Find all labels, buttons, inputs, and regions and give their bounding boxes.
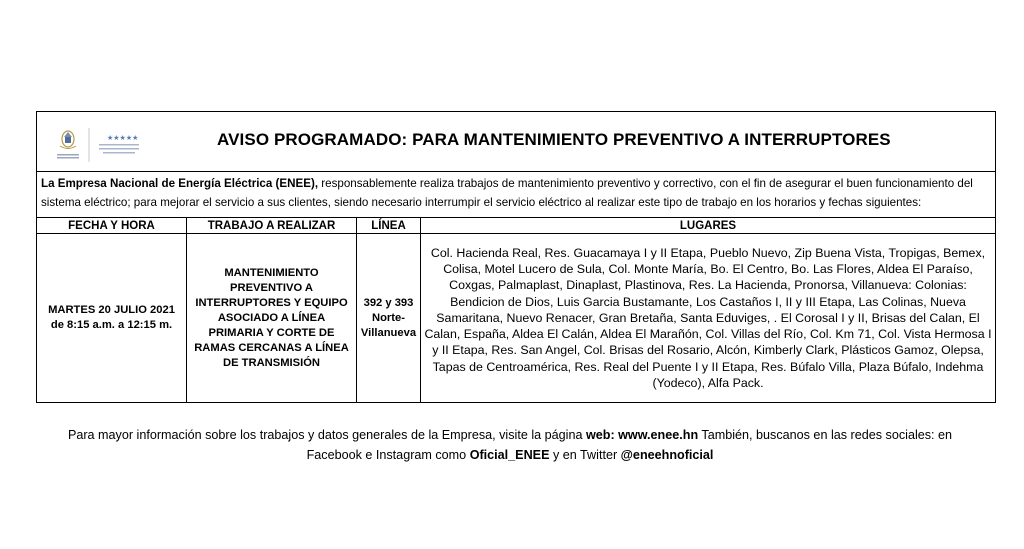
- cell-trabajo: MANTENIMIENTO PREVENTIVO A INTERRUPTORES Y EQUIPO ASOCIADO A LÍNEA PRIMARIA Y CORTE DE RAMAS CERCANAS A LÍNEA DE TRANSMISIÓN: [187, 234, 357, 403]
- linea-name: Norte-Villanueva: [360, 311, 417, 339]
- header-fecha: FECHA Y HORA: [37, 218, 187, 234]
- cell-fecha: [37, 234, 187, 403]
- website-link[interactable]: web: www.enee.hn: [585, 428, 699, 442]
- header-linea: LÍNEA: [357, 218, 421, 234]
- government-seal-icon: [99, 134, 139, 154]
- notice-header: [36, 111, 996, 171]
- header-trabajo: TRABAJO A REALIZAR: [187, 218, 357, 234]
- linea-numbers: 392 y 393: [363, 296, 414, 309]
- table-header-row: [37, 218, 996, 234]
- company-name: La Empresa Nacional de Energía Eléctrica (ENEE),: [41, 177, 319, 190]
- notice-title: AVISO PROGRAMADO: PARA MANTENIMIENTO PREVENTIVO A INTERRUPTORES: [217, 130, 891, 149]
- footer-text-1: Para mayor información sobre los trabajos y datos generales de la Empresa, visite la página: [67, 428, 586, 442]
- footer-contact: [60, 425, 960, 465]
- intro-paragraph: [36, 171, 996, 217]
- honduras-coat-of-arms-icon: [55, 128, 81, 159]
- cell-lugares: Col. Hacienda Real, Res. Guacamaya I y II Etapa, Pueblo Nuevo, Zip Buena Vista, Tropigas, Bemex, Colisa, Motel Lucero de Sula, Col. Monte María, Bo. El Centro, Bo. Las Flores, Aldea El Paraíso, Coxgas, Palmaplast, Dinaplast, Plastinova, Res. La Hacienda, Pronorsa, Villanueva: Colonias: Bendicion de Dios, Luis Garcia Bustamante, Los Castaños I, II y III Etapa, Las Colinas, Nueva Samaritana, Nuevo Renacer, Gran Bretaña, Santa Eduviges, . El Corosal I y II, Brisas del Calan, El Calan, España, Aldea El Calán, Aldea El Marañón, Col. Villas del Río, Col. Km 71, Col. Vista Hermosa I y II Etapa, Res. San Angel, Col. Brisas del Rosario, Alcón, Kimberly Clark, Plásticos Gamoz, Olepsa, Tapas de Centroamérica, Res. Real del Puente I y II Etapa, Res. Búfalo Villa, Plaza Búfalo, Indehma (Yodeco), Alfa Pack.: [421, 234, 996, 403]
- header-lugares: LUGARES: [421, 218, 996, 234]
- notice-sheet: [36, 111, 996, 403]
- footer-text-2: También, buscanos en las redes sociales: en Facebook e Instagram como: [306, 428, 953, 462]
- facebook-handle[interactable]: Oficial_ENEE: [469, 448, 550, 462]
- svg-text:★★★★★: ★★★★★: [107, 134, 139, 142]
- fecha-date: MARTES 20 JULIO 2021: [48, 304, 175, 316]
- twitter-handle[interactable]: @eneehnoficial: [620, 448, 714, 462]
- logo-group: [45, 124, 165, 164]
- fecha-time: de 8:15 a.m. a 12:15 m.: [50, 319, 173, 331]
- table-row: [37, 234, 996, 403]
- intro-text: responsablemente realiza trabajos de mantenimiento preventivo y correctivo, con el fin de asegurar el buen funcionamiento del sistema eléctrico; para mejorar el servicio a sus clientes, siendo necesario interrumpir el servicio eléctrico al realizar este tipo de trabajo en los horarios y fechas siguientes:: [41, 177, 973, 209]
- cell-linea: [357, 234, 421, 403]
- schedule-table: [36, 217, 996, 403]
- footer-text-3: y en Twitter: [549, 448, 621, 462]
